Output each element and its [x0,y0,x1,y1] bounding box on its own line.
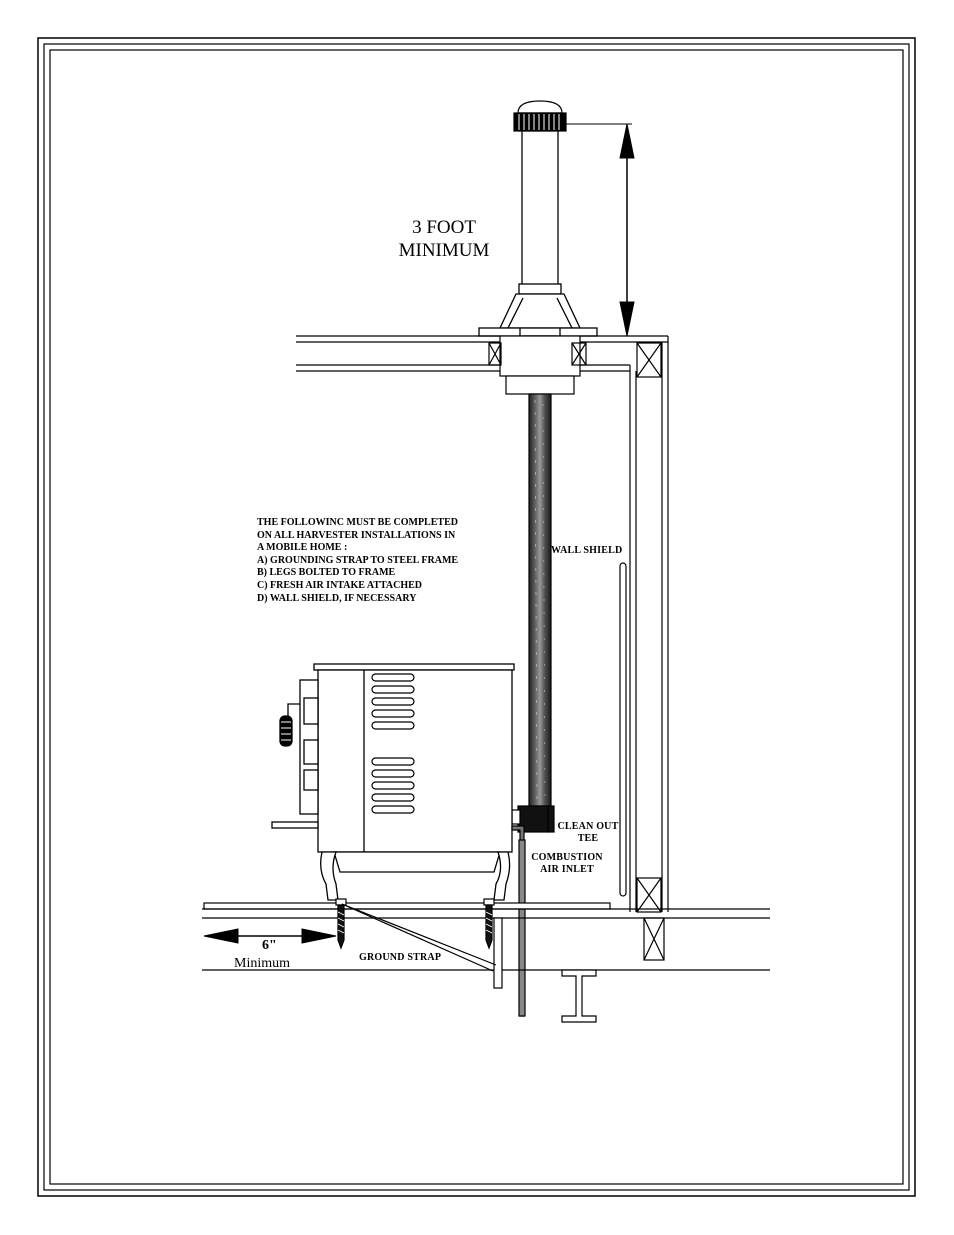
ground-strap-label: GROUND STRAP [359,952,442,963]
notes-item: B) LEGS BOLTED TO FRAME [257,567,396,579]
clean-out-line2: TEE [577,833,599,844]
combustion-air-label [528,853,606,875]
clean-out-tee-label [556,822,620,844]
height-label-line1: 3 FOOT [412,217,476,238]
notes-intro-line1: THE FOLLOWINC MUST BE COMPLETED [257,517,458,528]
notes-item: A) GROUNDING STRAP TO STEEL FRAME [257,554,459,566]
page-border [38,38,915,1196]
exterior-wall [630,336,668,912]
height-label [384,218,504,260]
notes-item: C) FRESH AIR INTAKE ATTACHED [257,579,423,591]
notes-item: D) WALL SHIELD, IF NECESSARY [257,592,417,604]
combustion-line2: AIR INLET [540,864,594,875]
height-label-line2: MINIMUM [398,240,490,261]
stove-pipe [529,394,551,806]
clean-out-line1: CLEAN OUT [557,821,619,832]
wall-shield [620,563,626,896]
chimney-cap [514,101,566,131]
height-arrow [562,124,634,336]
combustion-air-inlet [512,826,525,1016]
roof-ceiling [296,336,668,394]
steel-i-beam [562,970,596,1022]
installation-notes [257,517,458,605]
clearance-value: 6" [262,938,277,953]
wall-shield-label: WALL SHIELD [551,545,623,556]
clearance-word: Minimum [234,956,291,971]
combustion-line1: COMBUSTION [531,852,603,863]
notes-intro-line3: A MOBILE HOME : [257,542,348,554]
notes-intro-line2: ON ALL HARVESTER INSTALLATIONS IN [257,529,456,541]
